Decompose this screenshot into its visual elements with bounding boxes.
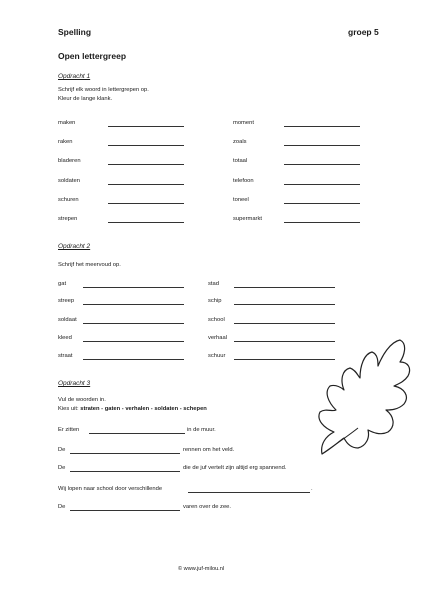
choice-list	[58, 406, 207, 412]
word-label: straat	[58, 353, 73, 359]
oak-leaf-icon	[312, 332, 414, 460]
answer-line[interactable]	[108, 145, 184, 146]
word-label: telefoon	[233, 178, 254, 184]
answer-line[interactable]	[83, 304, 184, 305]
word-label: strepen	[58, 216, 78, 222]
opdracht-3-heading: Opdracht 3	[58, 380, 91, 387]
answer-line[interactable]	[108, 203, 184, 204]
answer-line[interactable]	[234, 323, 335, 324]
answer-line[interactable]	[108, 184, 184, 185]
word-label: zoals	[233, 139, 247, 145]
sentence-end: .	[311, 486, 313, 492]
answer-line[interactable]	[284, 126, 360, 127]
word-label: soldaat	[58, 317, 77, 323]
word-label: streep	[58, 298, 75, 304]
fill-in-line[interactable]	[70, 471, 180, 472]
sentence-start: De	[58, 447, 66, 453]
answer-line[interactable]	[83, 287, 184, 288]
word-label: gat	[58, 281, 67, 287]
word-label: raken	[58, 139, 73, 145]
word-label: maken	[58, 120, 76, 126]
word-label: schip	[208, 298, 222, 304]
fill-in-line[interactable]	[188, 492, 310, 493]
choice-words: straten - gaten - verhalen - soldaten - schepen	[80, 406, 207, 412]
answer-line[interactable]	[83, 359, 184, 360]
answer-line[interactable]	[234, 287, 335, 288]
answer-line[interactable]	[284, 203, 360, 204]
answer-line[interactable]	[83, 341, 184, 342]
sentence-end: rennen om het veld.	[183, 447, 235, 453]
page-title: Open lettergreep	[58, 51, 127, 61]
word-label: supermarkt	[233, 216, 262, 222]
sentence-end: varen over de zee.	[183, 504, 232, 510]
sentence-end: in de muur.	[187, 427, 216, 433]
sentence-end: die de juf vertelt zijn altijd erg spannend.	[183, 465, 287, 471]
opdracht-1-heading: Opdracht 1	[58, 73, 91, 80]
word-label: stad	[208, 281, 219, 287]
answer-line[interactable]	[284, 145, 360, 146]
opdracht-1-instruction: Schrijf elk woord in lettergrepen op.	[58, 87, 149, 93]
word-label: kleed	[58, 335, 72, 341]
word-label: schuren	[58, 197, 79, 203]
opdracht-3-instruction: Vul de woorden in.	[58, 397, 106, 403]
opdracht-2-instruction: Schrijf het meervoud op.	[58, 262, 121, 268]
answer-line[interactable]	[284, 222, 360, 223]
answer-line[interactable]	[108, 222, 184, 223]
answer-line[interactable]	[83, 323, 184, 324]
answer-line[interactable]	[284, 164, 360, 165]
answer-line[interactable]	[108, 126, 184, 127]
word-label: totaal	[233, 158, 248, 164]
opdracht-2-heading: Opdracht 2	[58, 243, 91, 250]
opdracht-1-instruction: Kleur de lange klank.	[58, 96, 113, 102]
footer-credit: © www.juf-milou.nl	[178, 566, 225, 572]
answer-line[interactable]	[284, 184, 360, 185]
answer-line[interactable]	[108, 164, 184, 165]
word-label: verhaal	[208, 335, 228, 341]
answer-line[interactable]	[234, 304, 335, 305]
sentence-start: De	[58, 465, 66, 471]
group-label: groep 5	[348, 27, 379, 37]
sentence-start: De	[58, 504, 66, 510]
sentence-start: Wij lopen naar school door verschillende	[58, 486, 163, 492]
word-label: moment	[233, 120, 254, 126]
word-label: toneel	[233, 197, 249, 203]
word-label: bladeren	[58, 158, 81, 164]
fill-in-line[interactable]	[70, 453, 180, 454]
sentence-start: Er zitten	[58, 427, 80, 433]
word-label: schuur	[208, 353, 226, 359]
word-label: school	[208, 317, 225, 323]
fill-in-line[interactable]	[70, 510, 180, 511]
word-label: soldaten	[58, 178, 80, 184]
choice-prefix: Kies uit:	[58, 406, 81, 412]
subject-label: Spelling	[58, 27, 92, 37]
fill-in-line[interactable]	[89, 433, 185, 434]
